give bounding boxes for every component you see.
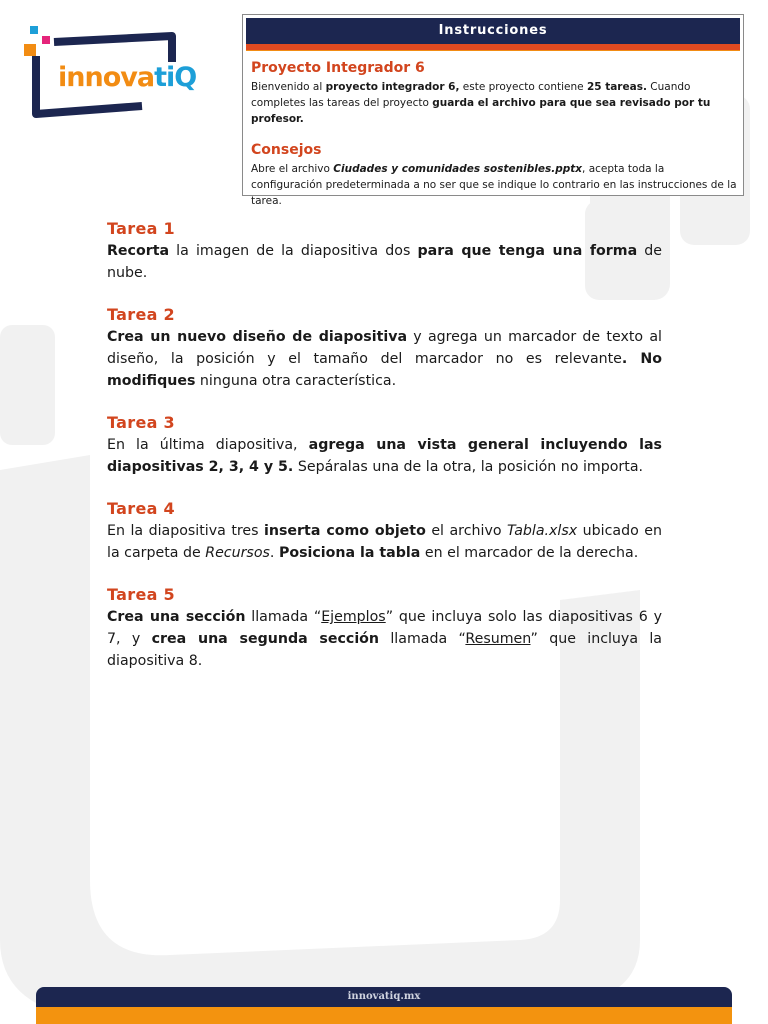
task-5 [107, 584, 662, 672]
instructions-stripe [246, 44, 740, 51]
footer-url: innovatiq.mx [347, 991, 421, 1002]
task-2-text: Crea un nuevo diseño de diapositiva y agrega un marcador de texto al diseño, la posición y el tamaño del marcador no es relevante. No modifiques ninguna otra característica. [107, 329, 662, 389]
task-3-text: En la última diapositiva, agrega una vista general incluyendo las diapositivas 2, 3, 4 y 5. Sepáralas una de la otra, la posición no importa. [107, 437, 662, 475]
task-4 [107, 498, 662, 564]
footer-bar [36, 987, 732, 1007]
instructions-title: Instrucciones [246, 18, 740, 44]
task-3-title: Tarea 3 [107, 413, 175, 432]
innovatiq-logo [22, 22, 212, 122]
tips-text: Abre el archivo Ciudades y comunidades sostenibles.pptx, acepta toda la configuración predeterminada a no ser que se indique lo contrario en las instrucciones de la tarea. [251, 163, 737, 207]
instructions-panel [242, 14, 744, 207]
task-4-text: En la diapositiva tres inserta como objeto el archivo Tabla.xlsx ubicado en la carpeta de Recursos. Posiciona la tabla en el marcador de la derecha. [107, 523, 662, 561]
task-1 [107, 218, 662, 284]
project-text: Bienvenido al proyecto integrador 6, este proyecto contiene 25 tareas. Cuando completes las tareas del proyecto guarda el archivo para que sea revisado por tu profesor. [251, 81, 711, 125]
task-list [107, 218, 662, 692]
project-heading: Proyecto Integrador 6 [251, 60, 425, 76]
task-2 [107, 304, 662, 392]
task-5-text: Crea una sección llamada “Ejemplos” que incluya solo las diapositivas 6 y 7, y crea una segunda sección llamada “Resumen” que incluya la diapositiva 8. [107, 609, 662, 669]
task-1-text: Recorta la imagen de la diapositiva dos para que tenga una forma de nube. [107, 243, 663, 281]
tips-heading: Consejos [251, 142, 322, 158]
task-2-title: Tarea 2 [107, 305, 175, 324]
logo-wordmark: innovatiQ [58, 62, 197, 93]
task-1-title: Tarea 1 [107, 219, 175, 238]
footer-stripe [36, 1007, 732, 1024]
task-5-title: Tarea 5 [107, 585, 175, 604]
task-3 [107, 412, 662, 478]
task-4-title: Tarea 4 [107, 499, 175, 518]
